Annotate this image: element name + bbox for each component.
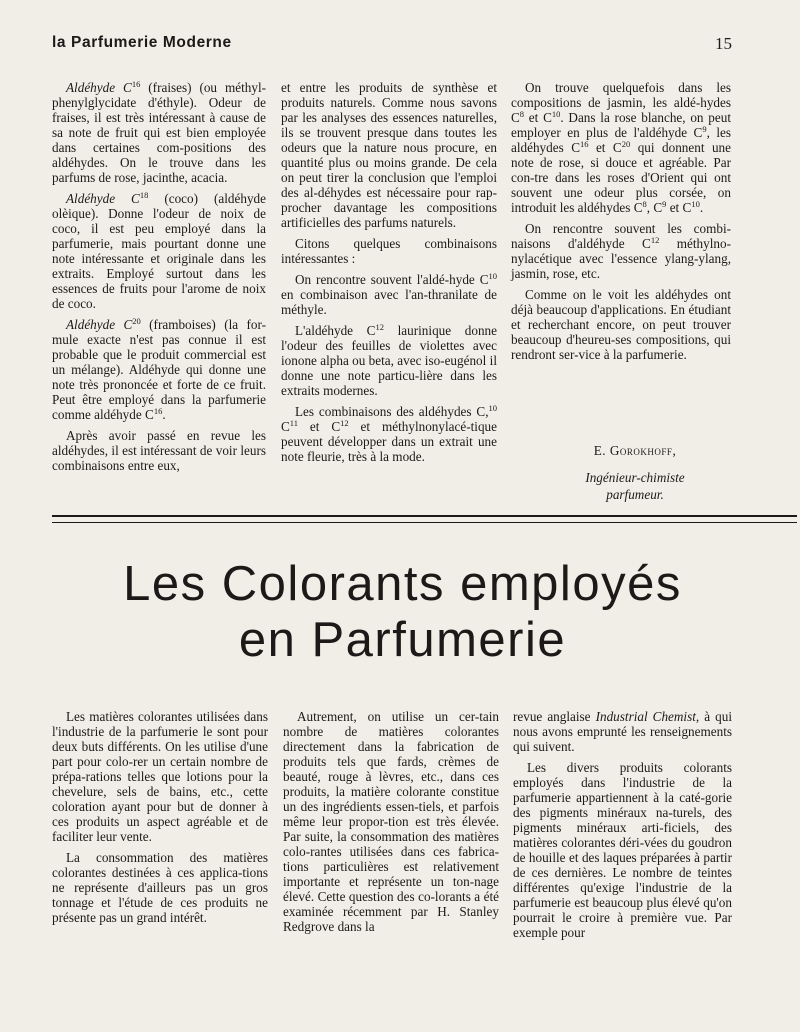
paragraph-text: Les divers produits colorants employés dans l'industrie de la parfumerie appartiennent à la caté-gorie des pigments minéraux na-turels, des pigments minéraux arti-ficiels, des matières colorantes déri-vées du goudron de houille et des laques préparées à partir de ces dernières. Le nombre de teintes différentes qu'exige l'industrie de la parfumerie est beaucoup plus élevé qu'on pourrait le croire à première vue. Par exemple pour — [513, 760, 732, 940]
paragraph — [281, 80, 497, 230]
superscript: 10 — [691, 199, 700, 209]
top-column-2 — [281, 80, 497, 464]
term: Aldéhyde C — [66, 191, 140, 206]
paragraph-text: . Dans la rose blanche, on peut employer en plus de l'aldéhyde C — [511, 110, 731, 140]
superscript: 12 — [650, 235, 660, 245]
paragraph — [281, 272, 497, 317]
author-surname: Gorokhoff, — [609, 443, 677, 458]
paragraph-text: en combinaison avec l'an-thranilate de méthyle. — [281, 287, 497, 317]
paragraph-text: On rencontre souvent l'aldé-hyde C — [295, 272, 489, 287]
superscript: 16 — [131, 79, 141, 89]
paragraph-text: (fraises) (ou méthyl-phenylglycidate d'éthyle). Odeur de fraises, il est très intéressant à cause de sa note de fruit qui est bien employée dans certaines com-positions des aldéhydes. On le trouve dans les parfums de rose, jacinthe, acacia. — [52, 80, 266, 185]
term: Aldéhyde C — [66, 80, 132, 95]
author-initial: E. — [593, 443, 610, 458]
paragraph-text: , les aldéhydes C — [511, 125, 731, 155]
paragraph-text: Comme on le voit les aldéhydes ont déjà beaucoup d'applications. En étudiant et recherchant encore, on peut trouver beaucoup d'heureu-ses compositions, qui rendront ser-vice à la parfumerie. — [511, 287, 731, 362]
paragraph — [281, 323, 497, 398]
paragraph — [283, 709, 499, 934]
superscript: 8 — [519, 109, 525, 119]
superscript: 16 — [153, 406, 163, 416]
bottom-column-3 — [513, 709, 732, 940]
paragraph-text: Après avoir passé en revue les aldéhydes, il est intéressant de voir leurs combinaisons entre eux, — [52, 428, 266, 473]
paragraph — [281, 404, 497, 464]
author-name — [560, 441, 710, 461]
superscript: 12 — [375, 322, 384, 332]
paragraph — [513, 760, 732, 940]
paragraph-text: méthylno-nylacétique avec l'essence ylang-ylang, jasmin, rose, etc. — [511, 236, 731, 281]
paragraph-text: Autrement, on utilise un cer-tain nombre de matières colorantes directement dans la fabrication de produits tels que fards, crèmes de beauté, rouge à lèvres, etc., dans ces produits, la matière colorante constitue un des ingrédients essen-tiels, et parfois même leur propor-tion est très élevée. Par suite, la consommation des matières colo-rantes utilisées dans ces fabrica-tions particulières est relativement importante et représente un ton-nage élevé. Cette question des co-lorants a été examinée récemment par H. Stanley Redgrove dans la — [283, 709, 499, 934]
paragraph-text: et entre les produits de synthèse et produits naturels. Comme nous savons par les analyses des essences naturelles, ils se trouvent presque dans toutes les odeurs que la nature nous procure, en quantité plus ou moins grande. De cela on peut tirer la conclusion que l'emploi des al-déhydes est nécessaire pour rap-procher davantage les compositions artificielles des parfums naturels. — [281, 80, 497, 230]
superscript: 8 — [642, 199, 647, 209]
top-column-3 — [511, 80, 731, 362]
page-header — [52, 34, 732, 58]
article-title — [30, 556, 775, 668]
author-title-line: Ingénieur-chimiste — [585, 470, 685, 485]
paragraph-text: C — [281, 419, 290, 434]
bottom-column-2 — [283, 709, 499, 934]
paragraph-text: , C — [646, 200, 663, 215]
paragraph-text: L'aldéhyde C — [295, 323, 376, 338]
paragraph-text: et C — [666, 200, 692, 215]
paragraph — [511, 287, 731, 362]
superscript: 11 — [289, 418, 298, 428]
paragraph-text: (framboises) (la for-mule exacte n'est pas connue il est probable que le produit commercial est un mélange). Aldéhyde qui donne une note très prononcée et forte de ce fruit. Peut être employé dans la parfumerie comme aldéhyde C — [52, 317, 267, 422]
paragraph — [52, 428, 266, 473]
paragraph — [52, 709, 268, 844]
paragraph-text: , à qui nous avons emprunté les renseignements qui suivent. — [513, 709, 732, 754]
superscript: 10 — [551, 109, 561, 119]
paragraph — [52, 850, 268, 925]
paragraph-text: On rencontre souvent les combi-naisons d'aldéhyde C — [511, 221, 731, 251]
paragraph — [513, 709, 732, 754]
section-divider-thick — [52, 515, 797, 517]
running-head: la Parfumerie Moderne — [52, 34, 232, 51]
paragraph — [52, 80, 266, 185]
superscript: 20 — [132, 316, 141, 326]
paragraph-text: La consommation des matières colorantes destinées à ces applica-tions ne représente d'ailleurs pas un gros tonnage et l'étude de ces produits ne présente pas un grand intérêt. — [52, 850, 268, 925]
author-signature — [560, 441, 710, 503]
author-title-line: parfumeur. — [606, 487, 664, 502]
paragraph-text: revue anglaise — [513, 709, 596, 724]
term: Aldéhyde C — [66, 317, 133, 332]
superscript: 10 — [488, 403, 497, 413]
paragraph — [511, 80, 731, 215]
superscript: 16 — [580, 139, 589, 149]
author-title — [560, 469, 710, 503]
page-number: 15 — [715, 34, 732, 53]
section-divider-thin — [52, 522, 797, 523]
paragraph-text: On trouve quelquefois dans les compositions de jasmin, les aldé-hydes C — [511, 80, 731, 125]
paragraph-text: . — [699, 200, 704, 215]
paragraph-text: (coco) (aldéhyde olèique). Donne l'odeur de noix de coco, il est peu employé dans la parfumerie, mais pourtant donne une note intéressante et originale dans les extraits. Employé surtout dans les essences de fruits pour l'arome de noix de coco. — [52, 191, 267, 311]
superscript: 9 — [702, 124, 707, 134]
paragraph-text: et méthylnonylacé-tique peuvent développer dans un extrait une note fleurie, très à la mode. — [281, 419, 497, 464]
paragraph-text: . — [162, 407, 166, 422]
paragraph-text: et C — [297, 419, 341, 434]
paragraph — [52, 191, 266, 311]
paragraph-text: Citons quelques combinaisons intéressantes : — [281, 236, 497, 266]
publication-name: Industrial Chemist — [595, 709, 696, 724]
paragraph-text: laurinique donne l'odeur des feuilles de violettes avec ionone alpha ou beta, avec iso-eugénol il donne une note particu-lière dans les extraits modernes. — [281, 323, 497, 398]
paragraph-text: Les matières colorantes utilisées dans l'industrie de la parfumerie le sont pour deux buts différents. On les utilise d'une part pour colo-rer un certain nombre de prépa-rations telles que lotions pour la chevelure, sels de bains, etc., cette coloration ayant pour but de donner à ces produits un aspect agréable et de faciliter leur vente. — [52, 709, 268, 844]
top-column-1 — [52, 80, 266, 473]
paragraph-text: qui donnent une note de rose, si douce et agréable. Par con-tre dans les roses d'Orient qui ont souvent une odeur plus corsée, on introduit les aldéhydes C — [511, 140, 731, 215]
article-title-line: Les Colorants employés — [123, 557, 682, 611]
paragraph-text: et C — [588, 140, 622, 155]
paragraph — [281, 236, 497, 266]
superscript: 12 — [340, 418, 349, 428]
superscript: 9 — [662, 199, 667, 209]
paragraph — [52, 317, 266, 422]
article-title-line: en Parfumerie — [238, 613, 567, 667]
paragraph-text: et C — [524, 110, 552, 125]
superscript: 10 — [488, 271, 497, 281]
paragraph — [511, 221, 731, 281]
superscript: 18 — [139, 190, 149, 200]
bottom-column-1 — [52, 709, 268, 925]
superscript: 20 — [621, 139, 631, 149]
paragraph-text: Les combinaisons des aldéhydes C, — [295, 404, 489, 419]
